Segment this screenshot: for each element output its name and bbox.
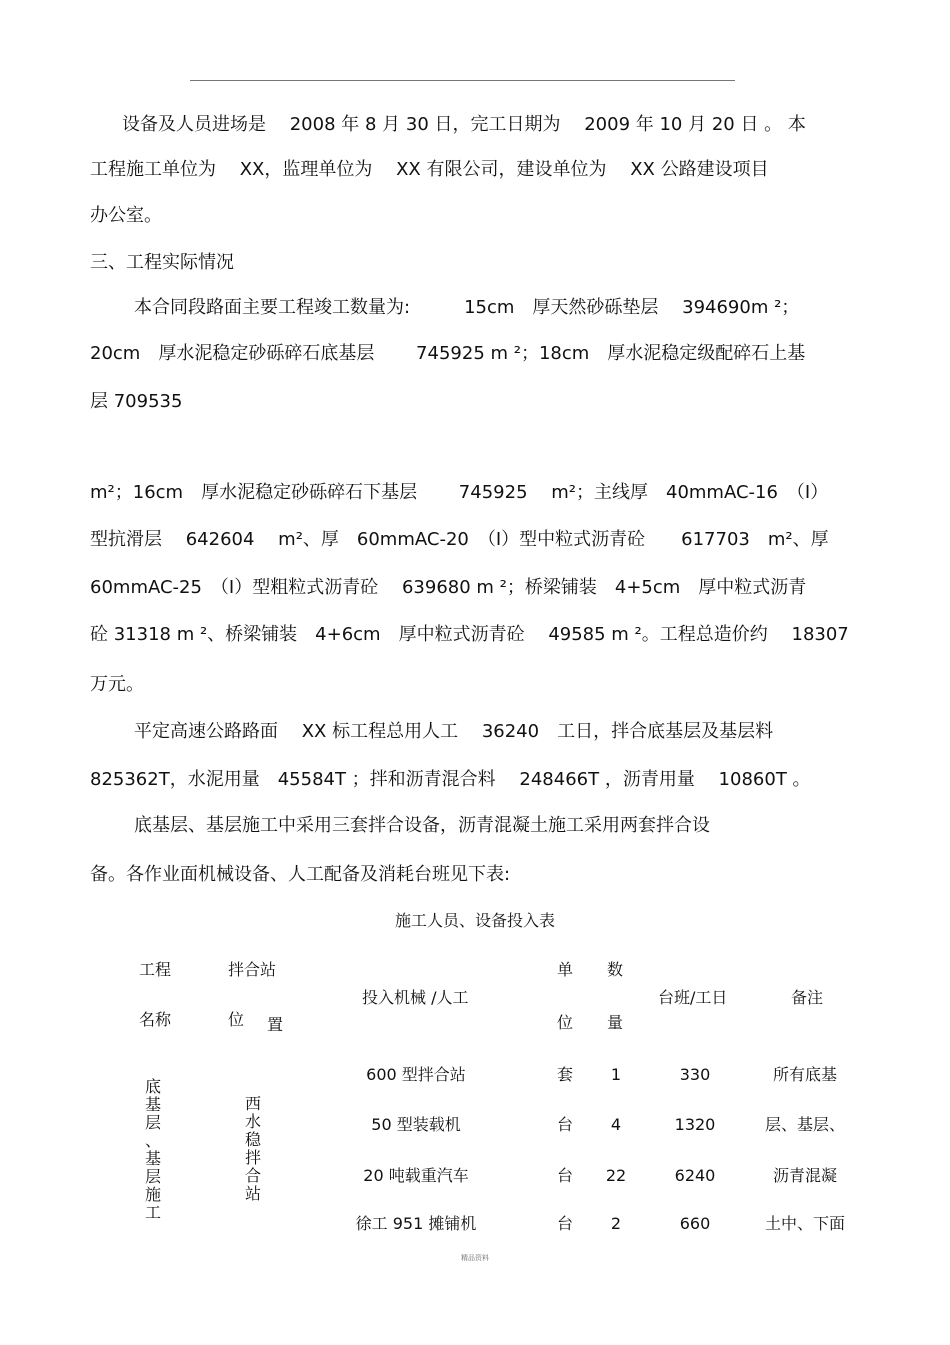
header-rule [190, 80, 735, 81]
table-caption: 施工人员、设备投入表 [394, 911, 555, 930]
cell-machine: 600 型拌合站 [366, 1065, 466, 1084]
text-line: m²；16cm 厚水泥稳定砂砾碎石下基层 745925 m²；主线厚 40mmAC-16 （I） [90, 482, 829, 503]
cell-remark: 层、基层、 [764, 1115, 845, 1134]
header-station-top: 拌合站 [228, 960, 277, 979]
vertical-char: 稳 [244, 1130, 261, 1149]
text-line: 层 709535 [90, 391, 183, 412]
text-line: 工程施工单位为 XX，监理单位为 XX 有限公司，建设单位为 XX 公路建设项目 [90, 159, 769, 180]
cell-shift: 1320 [674, 1115, 716, 1134]
vertical-char: 层 [144, 1167, 161, 1186]
header-shift: 台班/工日 [658, 988, 728, 1007]
cell-qty: 2 [610, 1214, 622, 1233]
vertical-char: 西 [244, 1094, 261, 1113]
text-line: 平定高速公路路面 XX 标工程总用人工 36240 工日，拌合底基层及基层料 [134, 721, 774, 742]
cell-shift: 660 [679, 1214, 711, 1233]
cell-unit: 台 [556, 1115, 573, 1134]
cell-machine: 20 吨载重汽车 [363, 1166, 469, 1185]
cell-unit: 套 [556, 1065, 573, 1084]
text-line: 型抗滑层 642604 m²、厚 60mmAC-20 （I）型中粒式沥青砼 617703 m²、厚 [90, 529, 829, 550]
header-station-bottom-2: 置 [267, 1015, 284, 1034]
cell-qty: 4 [610, 1115, 622, 1134]
cell-shift: 330 [679, 1065, 711, 1084]
project-name-vertical [143, 1078, 163, 1222]
header-qty-bottom: 量 [607, 1013, 624, 1032]
header-unit-bottom: 位 [557, 1013, 574, 1032]
text-line: 备。各作业面机械设备、人工配备及消耗台班见下表: [90, 864, 511, 885]
vertical-char: 层 [144, 1113, 161, 1132]
text-line: 20cm 厚水泥稳定砂砾碎石底基层 745925 m ²；18cm 厚水泥稳定级配碎石上基 [90, 343, 806, 364]
cell-remark: 沥青混凝 [772, 1166, 837, 1185]
header-project-bottom: 名称 [139, 1010, 172, 1029]
vertical-char: 基 [144, 1149, 161, 1168]
header-machine: 投入机械 /人工 [362, 988, 469, 1007]
cell-remark: 所有底基 [772, 1065, 837, 1084]
text-line: 825362T，水泥用量 45584T ；拌和沥青混合料 248466T ，沥青用量 10860T 。 [90, 769, 811, 790]
vertical-char: 、 [144, 1131, 161, 1150]
text-line: 万元。 [90, 674, 144, 695]
cell-unit: 台 [556, 1214, 573, 1233]
header-unit-top: 单 [557, 960, 574, 979]
vertical-char: 水 [244, 1112, 261, 1131]
header-station-bottom-1: 位 [228, 1010, 245, 1029]
header-qty-top: 数 [607, 960, 624, 979]
vertical-char: 基 [144, 1095, 161, 1114]
cell-machine: 50 型装载机 [371, 1115, 461, 1134]
footer-text: 精品资料 [461, 1254, 489, 1262]
vertical-char: 合 [244, 1166, 261, 1185]
text-line: 办公室。 [90, 205, 162, 226]
vertical-char: 施 [144, 1185, 161, 1204]
station-name-vertical [243, 1095, 263, 1203]
text-line: 设备及人员进场是 2008 年 8 月 30 日，完工日期为 2009 年 10 月 20 日 。 本 [122, 114, 806, 135]
cell-qty: 1 [610, 1065, 622, 1084]
vertical-char: 站 [244, 1184, 261, 1203]
cell-unit: 台 [556, 1166, 573, 1185]
vertical-char: 拌 [244, 1148, 261, 1167]
vertical-char: 工 [144, 1203, 161, 1222]
text-line: 三、工程实际情况 [90, 252, 234, 273]
header-remark: 备注 [791, 988, 824, 1007]
cell-machine: 徐工 951 摊铺机 [355, 1214, 477, 1233]
cell-qty: 22 [605, 1166, 627, 1185]
header-project-top: 工程 [139, 960, 172, 979]
vertical-char: 底 [144, 1077, 161, 1096]
cell-shift: 6240 [674, 1166, 716, 1185]
cell-remark: 土中、下面 [764, 1214, 845, 1233]
text-line: 本合同段路面主要工程竣工数量为: 15cm 厚天然砂砾垫层 394690m ²； [134, 297, 800, 318]
text-line: 60mmAC-25 （I）型粗粒式沥青砼 639680 m ²；桥梁铺装 4+5cm 厚中粒式沥青 [90, 577, 807, 598]
text-line: 底基层、基层施工中采用三套拌合设备，沥青混凝土施工采用两套拌合设 [134, 815, 710, 836]
text-line: 砼 31318 m ²、桥梁铺装 4+6cm 厚中粒式沥青砼 49585 m ²。工程总造价约 18307 [90, 624, 849, 645]
